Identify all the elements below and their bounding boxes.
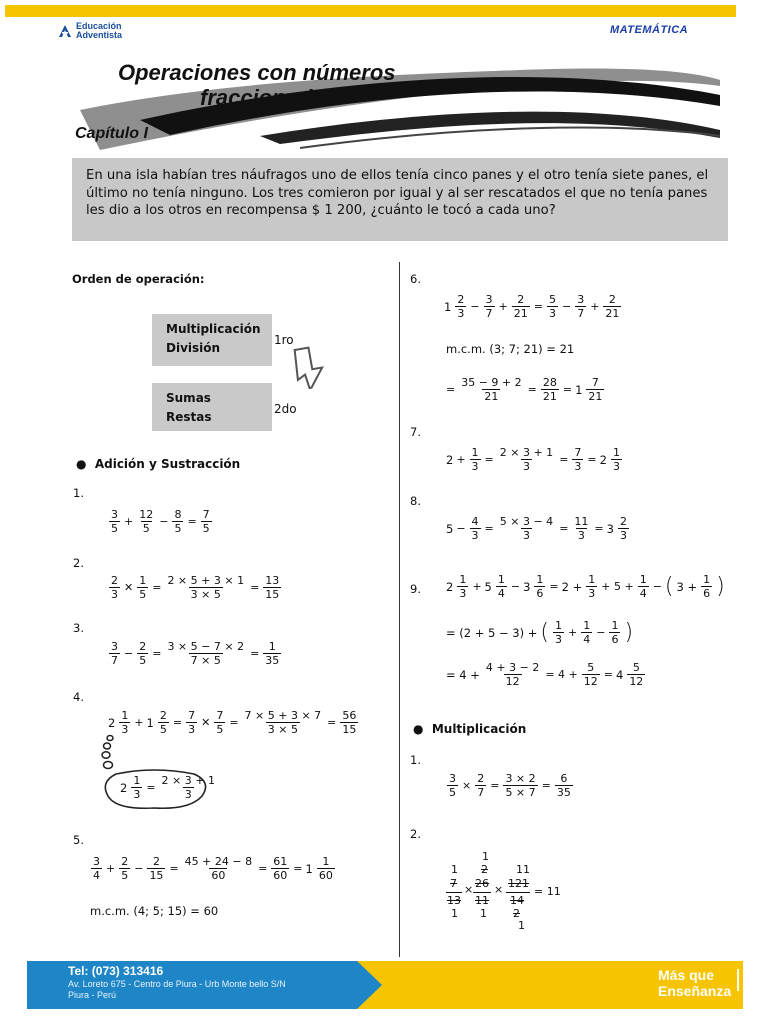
exercise-7-eq: 2 + $\frac{1}{3}$ = $\frac{2 \times 3 + 1}{3}$ = $\frac{7}{3}$ = 2 $\frac{1}{3}$ — [446, 446, 620, 473]
order-box2-line1: Sumas — [166, 391, 211, 405]
mult-2-eq: 1 7 13 1 × 1 2 26 11 1 × 11 121 14 2 1 = 11 — [447, 850, 561, 932]
exercise-number: 4. — [73, 690, 84, 704]
footer-address-line1: Av. Loreto 675 - Centro de Piura - Urb Monte bello S/N — [68, 979, 286, 989]
mult-1-eq: $\frac{3}{5}$ × $\frac{2}{7}$ = $\frac{3 \times 2}{5 \times 7}$ = $\frac{6}{35}$ — [449, 772, 571, 799]
order-box-1 — [152, 314, 272, 366]
exercise-4-eq: 2 $\frac{1}{3}$ + 1 $\frac{2}{5}$ = $\frac{7}{3}$ ✕ $\frac{7}{5}$ = $\frac{7 \times 5 + 3 \times 7}{3 \times 5}$ = $\frac{56}{15}$ — [108, 709, 357, 736]
exercise-number: 3. — [73, 621, 84, 635]
exercise-9-eq: 2 $\frac{1}{3}$ + 5 $\frac{1}{4}$ − 3 $\frac{1}{6}$ = 2 + $\frac{1}{3}$ + 5 + $\frac{1}{4}$ − ( 3 + $\frac{1}{6}$ ) — [446, 573, 725, 600]
order-box-2 — [152, 383, 272, 431]
section-multiplication-label: Multiplicación — [431, 722, 527, 736]
order-tag-1: 1ro — [274, 333, 294, 347]
column-divider — [399, 262, 400, 957]
exercise-6-eq: 1 $\frac{2}{3}$ − $\frac{3}{7}$ + $\frac{2}{21}$ = $\frac{5}{3}$ − $\frac{3}{7}$ + $\frac{2}{21}$ — [444, 293, 620, 320]
brand-line1: Educación — [76, 21, 122, 31]
exercise-number: 1. — [73, 486, 84, 500]
exercise-number: 7. — [410, 425, 421, 439]
exercise-9-eq3: = 4 + $\frac{4 + 3 - 2}{12}$ = 4 + $\frac{5}{12}$ = 4 $\frac{5}{12}$ — [446, 661, 644, 688]
brand-logo — [58, 22, 122, 40]
exercise-5-eq: $\frac{3}{4}$ + $\frac{2}{5}$ − $\frac{2}{15}$ = $\frac{45 + 24 - 8}{60}$ = $\frac{61}{60}$ = 1 $\frac{1}{60}$ — [93, 855, 333, 882]
order-box2-line2: Restas — [166, 410, 212, 424]
footer-phone: Tel: (073) 313416 — [68, 964, 164, 978]
exercise-8-eq: 5 − $\frac{4}{3}$ = $\frac{5 \times 3 - 4}{3}$ = $\frac{11}{3}$ = 3 $\frac{2}{3}$ — [446, 515, 627, 542]
exercise-9-eq2: = (2 + 5 − 3) + ( $\frac{1}{3}$ + $\frac{1}{4}$ − $\frac{1}{6}$ ) — [446, 619, 634, 646]
exercise-number: 9. — [410, 582, 421, 596]
chapter-label: Capítulo I — [75, 125, 148, 142]
order-tag-2: 2do — [274, 402, 297, 416]
section-addition: ● Adición y Sustracción — [76, 457, 241, 471]
exercise-number: 6. — [410, 272, 421, 286]
title-line2: fraccionarios — [200, 85, 339, 110]
exercise-number: 1. — [410, 753, 421, 767]
exercise-5-mcm: m.c.m. (4; 5; 15) = 60 — [90, 904, 219, 918]
section-multiplication: ● Multiplicación — [413, 722, 527, 736]
exercise-2-eq: $\frac{2}{3}$ ✕ $\frac{1}{5}$ = $\frac{2 \times 5 + 3 \times 1}{3 \times 5}$ = $\frac{13}{15}$ — [111, 574, 280, 601]
brand-line2: Adventista — [76, 30, 123, 40]
order-heading: Orden de operación: — [72, 272, 205, 286]
page-title — [118, 60, 396, 110]
top-bar — [5, 5, 736, 17]
footer-slogan-line1: Más que — [658, 967, 715, 983]
footer-slogan — [658, 967, 731, 999]
order-box1-line2: División — [166, 341, 221, 355]
exercise-number: 8. — [410, 494, 421, 508]
exercise-1-eq: $\frac{3}{5}$ + $\frac{12}{5}$ − $\frac{8}{5}$ = $\frac{7}{5}$ — [111, 508, 210, 535]
order-box1-line1: Multiplicación — [166, 322, 261, 336]
footer-address — [68, 979, 286, 1001]
exercise-number: 2. — [410, 827, 421, 841]
subject-label: MATEMÁTICA — [610, 24, 689, 36]
exercise-4-bubble-eq: 2 $\frac{1}{3}$ = $\frac{2 \times 3 + 1}{3}$ — [120, 774, 215, 801]
title-line1: Operaciones con números — [118, 60, 396, 85]
exercise-6-mcm: m.c.m. (3; 7; 21) = 21 — [446, 342, 575, 356]
section-addition-label: Adición y Sustracción — [94, 457, 241, 471]
footer-slogan-line2: Enseñanza — [658, 983, 732, 999]
exercise-number: 2. — [73, 556, 84, 570]
down-arrow-icon — [292, 344, 328, 404]
exercise-number: 5. — [73, 833, 84, 847]
exercise-6-eq2: = $\frac{35 - 9 + 2}{21}$ = $\frac{28}{21}$ = 1 $\frac{7}{21}$ — [446, 376, 603, 403]
footer-slogan-bar — [737, 969, 739, 991]
problem-statement: En una isla habían tres náufragos uno de ellos tenía cinco panes y el otro tenía siete panes, el último no tenía ninguno. Los tres comieron por igual y al ser rescatados el que no tenía panes les dio a los otros en recompensa $ 1 200, ¿cuánto le tocó a cada uno? — [72, 158, 728, 241]
footer-address-line2: Piura - Perú — [68, 990, 117, 1000]
logo-icon — [58, 24, 72, 38]
exercise-3-eq: $\frac{3}{7}$ − $\frac{2}{5}$ = $\frac{3 \times 5 - 7 \times 2}{7 \times 5}$ = $\frac{1}{35}$ — [111, 640, 280, 667]
